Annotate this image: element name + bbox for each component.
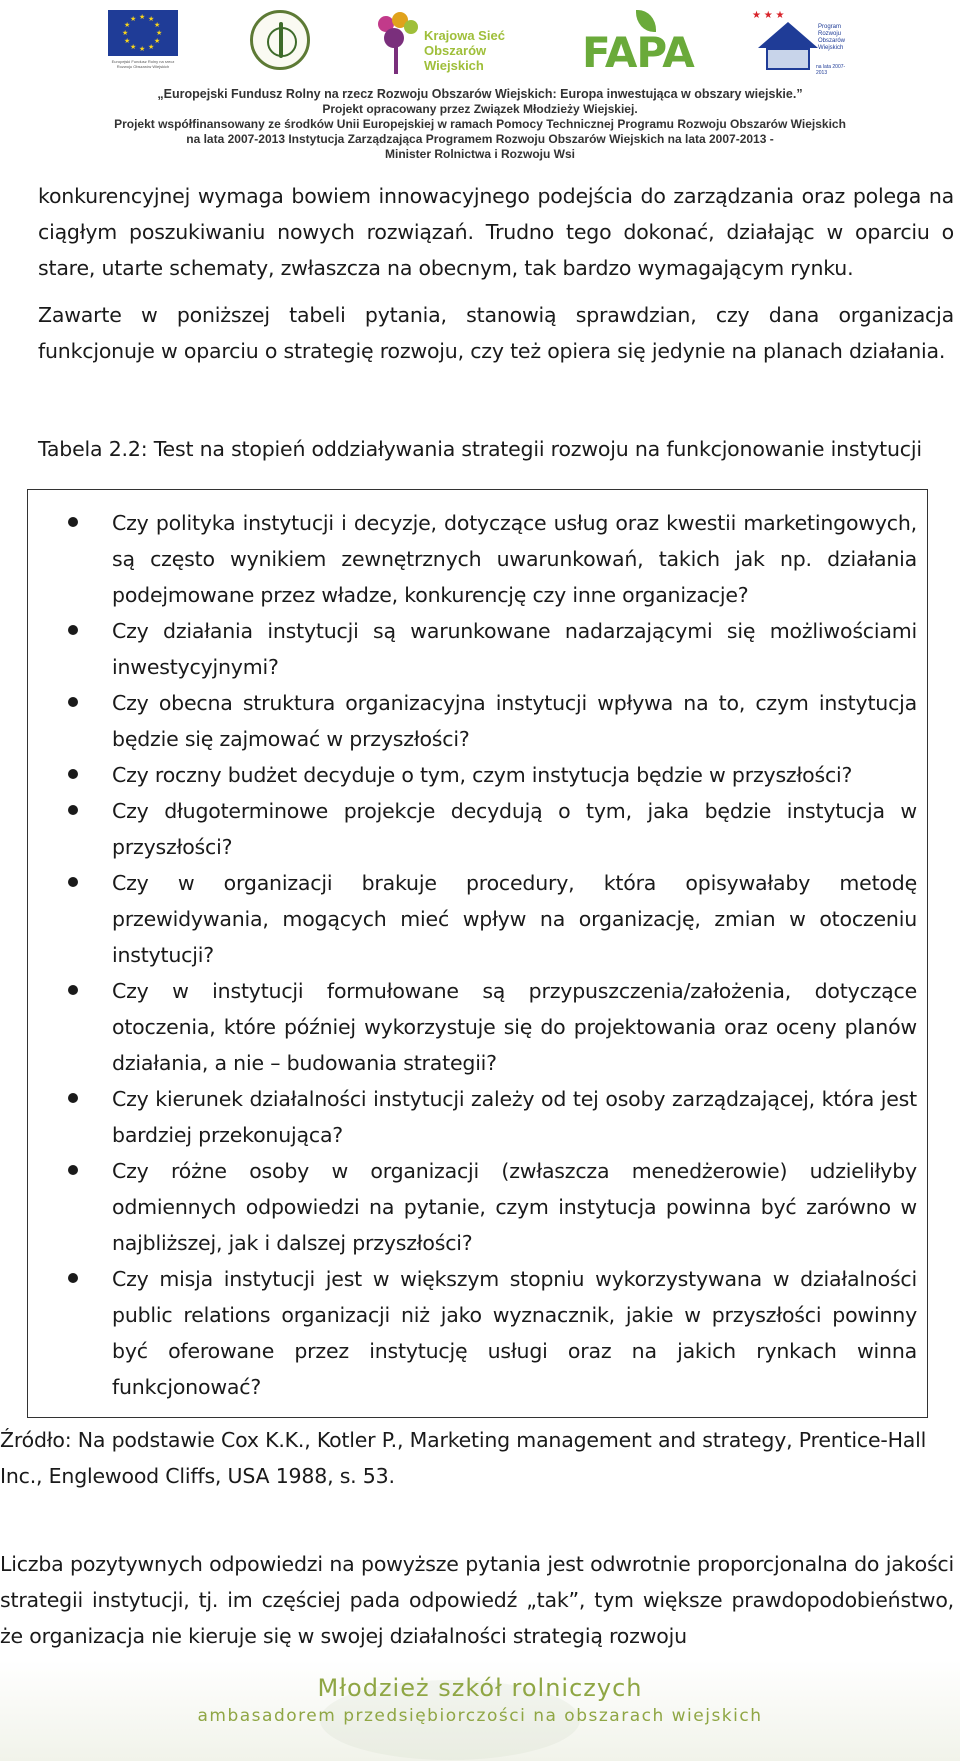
question-text: Czy w instytucji formułowane są przypuszczenia/założenia, dotyczące otoczenia, które później wykorzystuje się do projektowania oraz oceny planów działania, a nie – budowania strategii? <box>112 979 917 1075</box>
bullet-icon <box>68 805 78 815</box>
eu-flag-icon: ★ ★ ★ ★ ★ ★ ★ ★ ★ ★ ★ ★ <box>108 10 178 56</box>
header-line-1: „Europejski Fundusz Rolny na rzecz Rozwoju Obszarów Wiejskich: Europa inwestująca w obszary wiejskie.” <box>157 87 803 101</box>
wheat-seal-icon <box>250 10 310 70</box>
question-item <box>28 505 927 613</box>
bullet-icon <box>68 1093 78 1103</box>
stars-icon: ★ ★ ★ <box>752 10 785 21</box>
page-footer <box>0 1660 960 1761</box>
fapa-logo <box>582 10 700 78</box>
fapa-logo-text: FAPA <box>582 28 694 77</box>
table-caption: Tabela 2.2: Test na stopień oddziaływania strategii rozwoju na funkcjonowanie instytucji <box>38 437 922 461</box>
header-line-4: na lata 2007-2013 Instytucja Zarządzająca Programem Rozwoju Obszarów Wiejskich na lata 2007-2013 - <box>186 132 774 146</box>
questions-list <box>28 505 927 1405</box>
page-header <box>0 0 960 180</box>
bullet-icon <box>68 769 78 779</box>
question-text: Czy roczny budżet decyduje o tym, czym instytucja będzie w przyszłości? <box>112 763 853 787</box>
question-text: Czy kierunek działalności instytucji zależy od tej osoby zarządzającej, która jest bardziej przekonująca? <box>112 1087 917 1147</box>
question-text: Czy polityka instytucji i decyzje, dotyczące usług oraz kwestii marketingowych, są często wynikiem zewnętrznych uwarunkowań, takich jak np. działania podejmowane przez władze, konkurencję czy inne organizacje? <box>112 511 917 607</box>
tree-icon <box>374 12 420 76</box>
header-line-5: Minister Rolnictwa i Rozwoju Wsi <box>384 147 575 161</box>
paragraph-table-intro: Zawarte w poniższej tabeli pytania, stanowią sprawdzian, czy dana organizacja funkcjonuje w oparciu o strategię rozwoju, czy też opiera się jedynie na planach działania. <box>38 303 954 363</box>
bullet-icon <box>68 1273 78 1283</box>
question-item <box>28 685 927 757</box>
paragraph-intro: konkurencyjnej wymaga bowiem innowacyjnego podejścia do zarządzania oraz polega na ciągłym poszukiwaniu nowych rozwiązań. Trudno tego dokonać, działając w oparciu o stare, utarte schematy, zwłaszcza na obecnym, tak bardzo wymagającym rynku. <box>38 184 954 280</box>
questions-table <box>27 489 928 1418</box>
question-item <box>28 757 927 793</box>
question-item <box>28 793 927 865</box>
ksow-logo-text: Krajowa Sieć Obszarów Wiejskich <box>424 28 505 73</box>
bullet-icon <box>68 985 78 995</box>
paragraph-conclusion: Liczba pozytywnych odpowiedzi na powyższe pytania jest odwrotnie proporcjonalna do jakości strategii instytucji, tj. im częściej pada odpowiedź „tak”, tym większe prawdopodobieństwo, że organizacja nie kieruje się w swojej działalności strategią rozwoju <box>0 1552 954 1648</box>
bullet-icon <box>68 517 78 527</box>
question-item <box>28 1153 927 1261</box>
house-icon <box>758 22 818 48</box>
question-item <box>28 865 927 973</box>
logo-strip <box>0 10 960 80</box>
footer-title: Młodzież szkół rolniczych <box>317 1674 643 1702</box>
prow-logo <box>752 10 852 78</box>
bullet-icon <box>68 877 78 887</box>
question-text: Czy długoterminowe projekcje decydują o tym, jaka będzie instytucja w przyszłości? <box>112 799 917 859</box>
source-note: Źródło: Na podstawie Cox K.K., Kotler P., Marketing management and strategy, Prentice-Hall Inc., Englewood Cliffs, USA 1988, s. 53. <box>0 1428 927 1488</box>
question-item <box>28 1081 927 1153</box>
footer-subtitle: ambasadorem przedsiębiorczości na obszarach wiejskich <box>197 1706 763 1726</box>
ministry-seal-logo <box>250 10 312 78</box>
question-text: Czy działania instytucji są warunkowane nadarzającymi się możliwościami inwestycyjnymi? <box>112 619 917 679</box>
bullet-icon <box>68 1165 78 1175</box>
question-item <box>28 1261 927 1405</box>
question-text: Czy w organizacji brakuje procedury, która opisywałaby metodę przewidywania, mogących mieć wpływ na organizację, zmian w otoczeniu instytucji? <box>112 871 917 967</box>
eu-flag-logo <box>108 10 178 78</box>
prow-logo-years: na lata 2007-2013 <box>816 64 846 76</box>
header-line-3: Projekt współfinansowany ze środków Unii Europejskiej w ramach Pomocy Technicznej Programu Rozwoju Obszarów Wiejskich <box>114 117 846 131</box>
question-item <box>28 973 927 1081</box>
prow-logo-text: Program Rozwoju Obszarów Wiejskich <box>818 24 846 51</box>
header-text-block <box>0 86 960 162</box>
question-item <box>28 613 927 685</box>
question-text: Czy misja instytucji jest w większym stopniu wykorzystywana w działalności public relations organizacji niż jako wyznacznik, jakie w przyszłości powinny być oferowane przez instytucję usługi oraz na jakich rynkach winna funkcjonować? <box>112 1267 917 1399</box>
eu-logo-caption: Europejski Fundusz Rolny na rzecz Rozwoju Obszarów Wiejskich <box>111 59 175 69</box>
ksow-logo <box>368 10 538 78</box>
question-text: Czy różne osoby w organizacji (zwłaszcza menedżerowie) udzieliłyby odmiennych odpowiedzi na pytanie, czym instytucja powinna być zarówno w najbliższej, jak i dalszej przyszłości? <box>112 1159 917 1255</box>
bullet-icon <box>68 697 78 707</box>
bullet-icon <box>68 625 78 635</box>
question-text: Czy obecna struktura organizacyjna instytucji wpływa na to, czym instytucja będzie się zajmować w przyszłości? <box>112 691 917 751</box>
header-line-2: Projekt opracowany przez Związek Młodzieży Wiejskiej. <box>322 102 638 116</box>
